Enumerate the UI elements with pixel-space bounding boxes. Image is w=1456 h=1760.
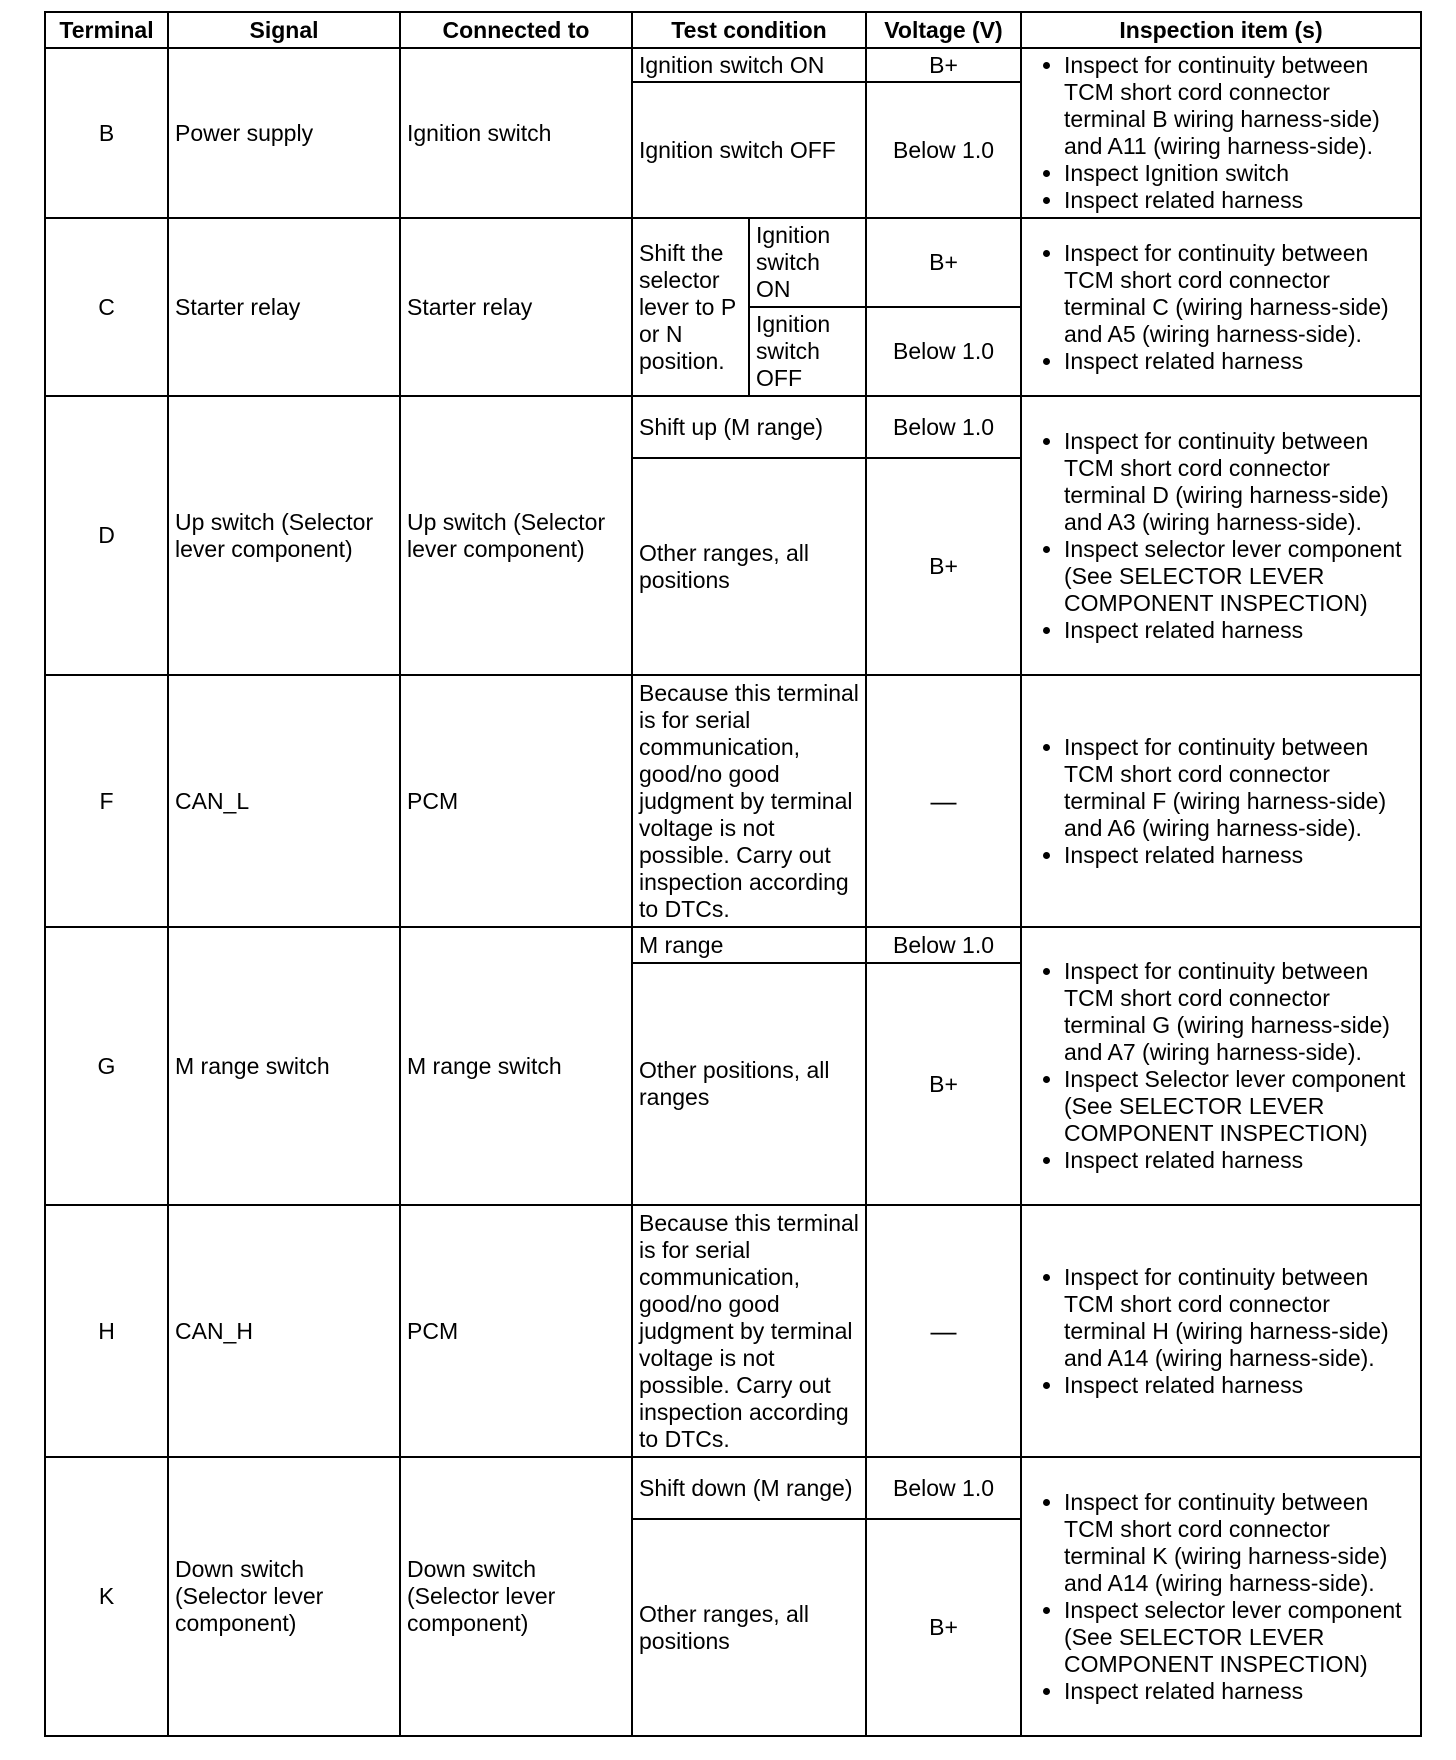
terminal-cell: D bbox=[45, 396, 168, 675]
inspection-item: • Inspect for continuity between TCM short cord connector terminal C (wiring harness-side) and A5 (wiring harness-side). bbox=[1064, 240, 1414, 348]
inspection-item: • Inspect for continuity between TCM short cord connector terminal D (wiring harness-side) and A3 (wiring harness-side). bbox=[1064, 428, 1414, 536]
inspection-item: • Inspect for continuity between TCM short cord connector terminal K (wiring harness-side) and A14 (wiring harness-side). bbox=[1064, 1489, 1414, 1597]
test-condition-cell: M range bbox=[632, 927, 866, 963]
signal-cell: Down switch (Selector lever component) bbox=[168, 1457, 400, 1736]
inspection-cell bbox=[1021, 218, 1421, 396]
voltage-cell: B+ bbox=[866, 218, 1021, 307]
terminal-cell: G bbox=[45, 927, 168, 1205]
inspection-list bbox=[1028, 1489, 1414, 1705]
header-test-condition: Test condition bbox=[632, 12, 866, 48]
test-condition-cell: Other ranges, all positions bbox=[632, 1519, 866, 1736]
inspection-item: • Inspect selector lever component (See SELECTOR LEVER COMPONENT INSPECTION) bbox=[1064, 536, 1414, 617]
test-condition-cell: Ignition switch ON bbox=[632, 48, 866, 82]
voltage-cell: Below 1.0 bbox=[866, 396, 1021, 458]
inspection-item: • Inspect for continuity between TCM short cord connector terminal B wiring harness-side) and A11 (wiring harness-side). bbox=[1064, 52, 1414, 160]
voltage-cell: Below 1.0 bbox=[866, 307, 1021, 396]
inspection-cell bbox=[1021, 396, 1421, 675]
terminal-cell: F bbox=[45, 675, 168, 927]
inspection-item: • Inspect Selector lever component (See SELECTOR LEVER COMPONENT INSPECTION) bbox=[1064, 1066, 1414, 1147]
voltage-cell: — bbox=[866, 1205, 1021, 1457]
header-connected-to: Connected to bbox=[400, 12, 632, 48]
test-condition-cell: Shift up (M range) bbox=[632, 396, 866, 458]
inspection-cell bbox=[1021, 1205, 1421, 1457]
table-row bbox=[45, 218, 1421, 307]
inspection-item: • Inspect Ignition switch bbox=[1064, 160, 1414, 187]
header-terminal: Terminal bbox=[45, 12, 168, 48]
header-row bbox=[45, 12, 1421, 48]
header-signal: Signal bbox=[168, 12, 400, 48]
header-voltage: Voltage (V) bbox=[866, 12, 1021, 48]
table-row bbox=[45, 927, 1421, 963]
signal-cell: Starter relay bbox=[168, 218, 400, 396]
inspection-item: • Inspect for continuity between TCM short cord connector terminal F (wiring harness-side) and A6 (wiring harness-side). bbox=[1064, 734, 1414, 842]
connected-to-cell: PCM bbox=[400, 675, 632, 927]
voltage-cell: B+ bbox=[866, 458, 1021, 675]
inspection-item: • Inspect related harness bbox=[1064, 1678, 1414, 1705]
connected-to-cell: Down switch (Selector lever component) bbox=[400, 1457, 632, 1736]
table-row bbox=[45, 1205, 1421, 1457]
signal-cell: M range switch bbox=[168, 927, 400, 1205]
test-condition-cell: Because this terminal is for serial communication, good/no good judgment by terminal voltage is not possible. Carry out inspection according to DTCs. bbox=[632, 1205, 866, 1457]
test-condition-cell: Because this terminal is for serial communication, good/no good judgment by terminal voltage is not possible. Carry out inspection according to DTCs. bbox=[632, 675, 866, 927]
terminal-cell: B bbox=[45, 48, 168, 218]
inspection-list bbox=[1028, 240, 1414, 375]
signal-cell: Up switch (Selector lever component) bbox=[168, 396, 400, 675]
header-inspection: Inspection item (s) bbox=[1021, 12, 1421, 48]
signal-cell: Power supply bbox=[168, 48, 400, 218]
test-subcondition-cell: Ignition switch ON bbox=[749, 218, 866, 307]
inspection-cell bbox=[1021, 48, 1421, 218]
inspection-item: • Inspect selector lever component (See SELECTOR LEVER COMPONENT INSPECTION) bbox=[1064, 1597, 1414, 1678]
table-row bbox=[45, 48, 1421, 82]
inspection-item: • Inspect for continuity between TCM short cord connector terminal H (wiring harness-side) and A14 (wiring harness-side). bbox=[1064, 1264, 1414, 1372]
inspection-item: • Inspect related harness bbox=[1064, 1147, 1414, 1174]
voltage-cell: — bbox=[866, 675, 1021, 927]
test-condition-cell: Shift down (M range) bbox=[632, 1457, 866, 1519]
inspection-cell bbox=[1021, 1457, 1421, 1736]
terminal-cell: H bbox=[45, 1205, 168, 1457]
inspection-list bbox=[1028, 428, 1414, 644]
inspection-list bbox=[1028, 958, 1414, 1174]
test-condition-cell: Other ranges, all positions bbox=[632, 458, 866, 675]
connected-to-cell: M range switch bbox=[400, 927, 632, 1205]
connected-to-cell: Ignition switch bbox=[400, 48, 632, 218]
voltage-cell: B+ bbox=[866, 963, 1021, 1205]
terminal-cell: C bbox=[45, 218, 168, 396]
table-row bbox=[45, 396, 1421, 458]
test-condition-cell: Ignition switch OFF bbox=[632, 82, 866, 218]
table-row bbox=[45, 675, 1421, 927]
connected-to-cell: Up switch (Selector lever component) bbox=[400, 396, 632, 675]
voltage-cell: B+ bbox=[866, 48, 1021, 82]
voltage-cell: Below 1.0 bbox=[866, 82, 1021, 218]
inspection-cell bbox=[1021, 927, 1421, 1205]
voltage-cell: B+ bbox=[866, 1519, 1021, 1736]
inspection-item: • Inspect related harness bbox=[1064, 842, 1414, 869]
inspection-item: • Inspect related harness bbox=[1064, 348, 1414, 375]
inspection-item: • Inspect related harness bbox=[1064, 1372, 1414, 1399]
inspection-list bbox=[1028, 1264, 1414, 1399]
inspection-list bbox=[1028, 734, 1414, 869]
inspection-item: • Inspect for continuity between TCM short cord connector terminal G (wiring harness-side) and A7 (wiring harness-side). bbox=[1064, 958, 1414, 1066]
signal-cell: CAN_L bbox=[168, 675, 400, 927]
table-row bbox=[45, 1457, 1421, 1519]
voltage-cell: Below 1.0 bbox=[866, 1457, 1021, 1519]
inspection-item: • Inspect related harness bbox=[1064, 617, 1414, 644]
terminal-voltage-table bbox=[44, 11, 1422, 1737]
inspection-cell bbox=[1021, 675, 1421, 927]
test-subcondition-cell: Ignition switch OFF bbox=[749, 307, 866, 396]
inspection-list bbox=[1028, 52, 1414, 214]
test-condition-cell: Other positions, all ranges bbox=[632, 963, 866, 1205]
terminal-cell: K bbox=[45, 1457, 168, 1736]
inspection-item: • Inspect related harness bbox=[1064, 187, 1414, 214]
connected-to-cell: PCM bbox=[400, 1205, 632, 1457]
test-condition-cell: Shift the selector lever to P or N position. bbox=[632, 218, 749, 396]
signal-cell: CAN_H bbox=[168, 1205, 400, 1457]
voltage-cell: Below 1.0 bbox=[866, 927, 1021, 963]
connected-to-cell: Starter relay bbox=[400, 218, 632, 396]
